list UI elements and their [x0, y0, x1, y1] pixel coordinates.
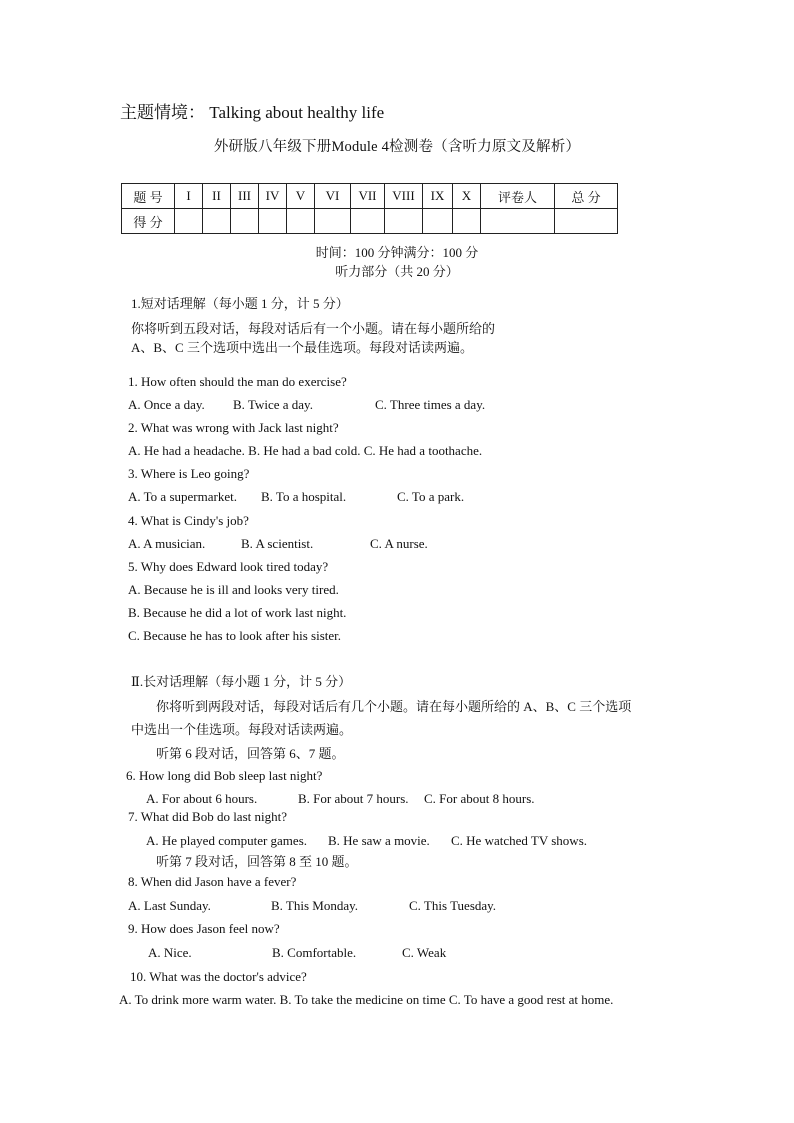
section2-instruction: 中选出一个佳选项。每段对话读两遍。: [131, 722, 353, 737]
score-cell-empty: [555, 209, 618, 234]
score-cell: X: [453, 184, 481, 209]
option-line: A. He had a headache. B. He had a bad cold. C. He had a toothache.: [128, 443, 483, 458]
score-cell: V: [287, 184, 315, 209]
option: C. Weak: [402, 945, 447, 960]
option: A. Because he is ill and looks very tired.: [128, 582, 339, 597]
question: 10. What was the doctor's advice?: [130, 969, 307, 984]
score-cell-empty: [315, 209, 351, 234]
option: C. Because he has to look after his sister.: [128, 628, 342, 643]
question: 5. Why does Edward look tired today?: [128, 559, 329, 574]
section2-header: Ⅱ.长对话理解（每小题 1 分，计 5 分）: [131, 674, 352, 689]
score-table-header-row: [122, 184, 618, 209]
option: A. Once a day.: [128, 397, 205, 412]
score-cell-empty: [287, 209, 315, 234]
score-cell-empty: [423, 209, 453, 234]
score-cell: VII: [351, 184, 385, 209]
option: C. A nurse.: [370, 536, 428, 551]
score-cell: 评卷人: [481, 184, 555, 209]
score-cell-empty: [231, 209, 259, 234]
option: A. Nice.: [148, 945, 192, 960]
section1-instruction: A、B、C 三个选项中选出一个最佳选项。每段对话读两遍。: [131, 340, 473, 355]
question: 9. How does Jason feel now?: [128, 921, 280, 936]
option: B. Comfortable.: [272, 945, 357, 960]
score-cell-empty: [351, 209, 385, 234]
option: A. Last Sunday.: [128, 898, 211, 913]
option: B. To a hospital.: [261, 489, 347, 504]
option: A. To a supermarket.: [128, 489, 237, 504]
score-cell-empty: [175, 209, 203, 234]
section1-header: 1.短对话理解（每小题 1 分，计 5 分）: [131, 296, 349, 311]
score-cell: I: [175, 184, 203, 209]
question: 2. What was wrong with Jack last night?: [128, 420, 339, 435]
score-cell: IV: [259, 184, 287, 209]
option: C. This Tuesday.: [409, 898, 497, 913]
option: B. This Monday.: [271, 898, 359, 913]
score-cell-empty: [203, 209, 231, 234]
question: 4. What is Cindy's job?: [128, 513, 249, 528]
score-cell-empty: [259, 209, 287, 234]
score-cell: II: [203, 184, 231, 209]
option: B. For about 7 hours.: [298, 791, 409, 806]
score-cell-empty: [453, 209, 481, 234]
score-cell: 总 分: [555, 184, 618, 209]
question: 6. How long did Bob sleep last night?: [126, 768, 323, 783]
option: C. To a park.: [397, 489, 465, 504]
score-cell-empty: [481, 209, 555, 234]
option: C. Three times a day.: [375, 397, 486, 412]
option: B. A scientist.: [241, 536, 314, 551]
listening-header: 听力部分（共 20 分）: [335, 264, 459, 279]
question: 8. When did Jason have a fever?: [128, 874, 297, 889]
score-cell: IX: [423, 184, 453, 209]
section1-instruction: 你将听到五段对话，每段对话后有一个小题。请在每小题所给的: [131, 321, 496, 336]
score-cell-empty: [385, 209, 423, 234]
topic-line: 主题情境： Talking about healthy life: [120, 103, 385, 122]
option: A. For about 6 hours.: [146, 791, 258, 806]
option: C. For about 8 hours.: [424, 791, 535, 806]
question: 1. How often should the man do exercise?: [128, 374, 347, 389]
score-cell: 得 分: [122, 209, 175, 234]
score-table-score-row: [122, 209, 618, 234]
score-cell: III: [231, 184, 259, 209]
document-title: 外研版八年级下册Module 4检测卷（含听力原文及解析）: [213, 139, 581, 155]
option: A. He played computer games.: [146, 833, 308, 848]
score-table: [121, 183, 618, 234]
question: 7. What did Bob do last night?: [128, 809, 287, 824]
dialogue-intro: 听第 6 段对话，回答第 6、7 题。: [156, 746, 345, 761]
score-cell: 题 号: [122, 184, 175, 209]
score-cell: VIII: [385, 184, 423, 209]
section2-instruction: 你将听到两段对话，每段对话后有几个小题。请在每小题所给的 A、B、C 三个选项: [156, 699, 632, 714]
option: B. Twice a day.: [233, 397, 313, 412]
option-line: A. To drink more warm water. B. To take the medicine on time C. To have a good rest at home.: [119, 992, 614, 1007]
score-cell: VI: [315, 184, 351, 209]
question: 3. Where is Leo going?: [128, 466, 250, 481]
exam-time: 时间：100 分钟满分：100 分: [315, 245, 479, 260]
option: B. He saw a movie.: [328, 833, 430, 848]
option: A. A musician.: [128, 536, 206, 551]
dialogue-intro: 听第 7 段对话，回答第 8 至 10 题。: [156, 854, 358, 869]
option: B. Because he did a lot of work last night.: [128, 605, 347, 620]
option: C. He watched TV shows.: [451, 833, 588, 848]
